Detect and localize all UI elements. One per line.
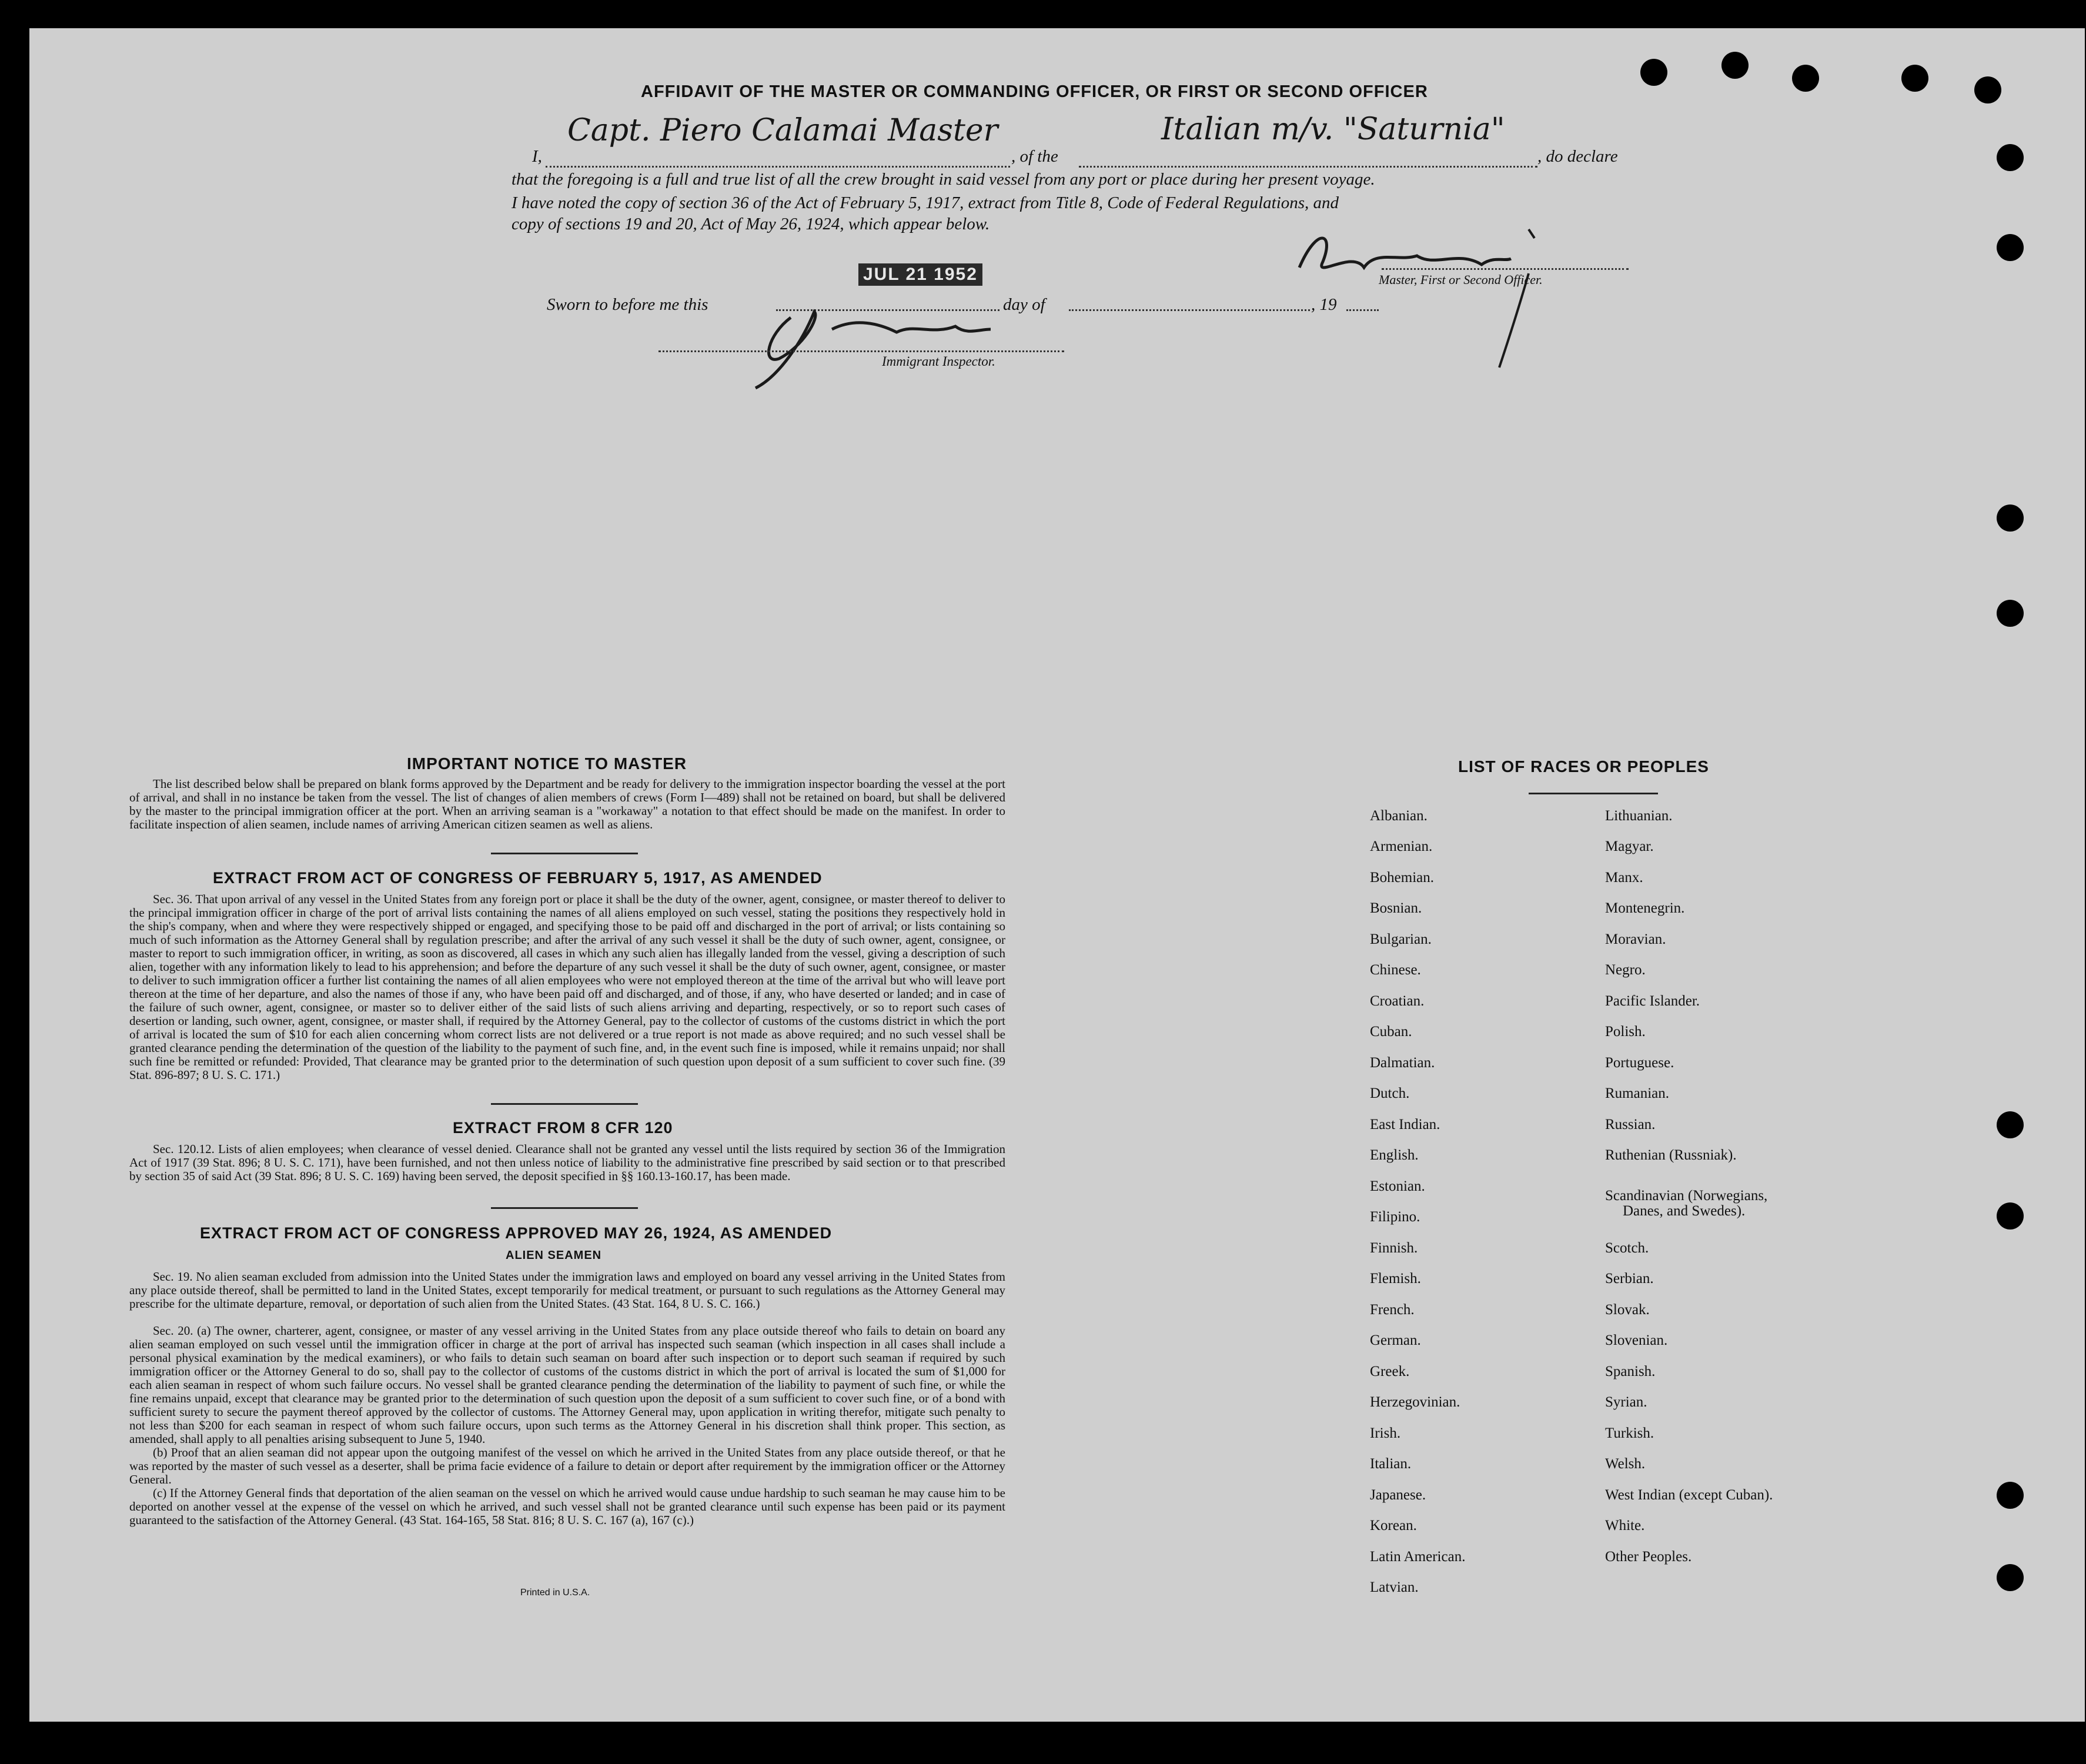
race-item: Flemish.: [1370, 1271, 1421, 1287]
race-item: Portuguese.: [1605, 1055, 1674, 1071]
race-item: Finnish.: [1370, 1240, 1418, 1256]
sec-20a-body: Sec. 20. (a) The owner, charterer, agent, consignee, or master of any vessel arriving in the United States from any place outside thereof who fails to detain on board any alien seaman employed on such vessel until the immigration officer in charge at the port of arrival has inspected such seaman (which inspection in all cases shall include a personal physical examination by the medical examiners), or who fails to detain such seaman on board after such inspection or to deport such seaman if required by such immigration officer or the Attorney General to do so, shall pay to the collector of customs of the customs district in which the port of arrival is located the sum of $1,000 for each alien seaman in respect of whom such failure occurs. No vessel shall be granted clearance pending the determination of the liability to payment of such fine, or while the fine remains unpaid, except that clearance may be granted prior to the determination of such question upon the deposit of a sum sufficient to cover such fine, or of a bond with sufficient surety to secure the payment thereof approved by the collector of customs. The Attorney General may, upon application in writing therefor, mitigate such penalty to not less than $200 for each seaman in respect of whom such failure occurs, upon such terms as the Attorney General in his discretion shall think proper. This section, as amended, shall apply to all penalties arising subsequent to June 5, 1940.: [129, 1324, 1005, 1446]
race-item: Estonian.: [1370, 1178, 1425, 1194]
race-item: Lithuanian.: [1605, 808, 1673, 824]
punch-hole: [1640, 59, 1667, 86]
race-item: Other Peoples.: [1605, 1549, 1692, 1565]
sec-19-body: Sec. 19. No alien seaman excluded from admission into the United States under the immigration laws and employed on board any vessel arriving in the United States from any place outside thereof, shall be permitted to land in the United States, except temporarily for medical treatment, or pursuant to such regulations as the Attorney General may prescribe for the ultimate departure, removal, or deportation of such alien from the United States. (43 Stat. 164, 8 U. S. C. 166.): [129, 1269, 1005, 1311]
notice-body: The list described below shall be prepared on blank forms approved by the Department and be ready for delivery to the immigration inspector boarding the vessel at the port of arrival, and shall in no instance be taken from the vessel. The list of changes of alien members of crews (Form I—489) shall not be retained on board, but shall be delivered by the master to the principal immigration officer at the port. When an arriving seaman is a "workaway" a notation to that effect should be made on the manifest. In order to facilitate inspection of alien seamen, include names of arriving American citizen seamen as well as aliens.: [129, 777, 1005, 831]
punch-hole: [1901, 65, 1928, 92]
punch-hole: [1997, 1564, 2024, 1591]
race-item: Cuban.: [1370, 1024, 1412, 1040]
alien-seamen-subheading: ALIEN SEAMEN: [506, 1249, 602, 1262]
race-item: Turkish.: [1605, 1425, 1654, 1441]
race-item: Scandinavian (Norwegians,: [1605, 1188, 1768, 1204]
race-item: Negro.: [1605, 962, 1646, 978]
punch-hole: [1997, 1111, 2024, 1138]
race-item: Syrian.: [1605, 1394, 1647, 1410]
race-item: Bulgarian.: [1370, 931, 1432, 947]
cfr-body: Sec. 120.12. Lists of alien employees; when clearance of vessel denied. Clearance shall not be granted any vessel until the lists required by section 36 of the Immigration Act of 1917 (39 Stat. 896; 8 U. S. C. 171), have been furnished, and not then unless notice of liability to the administrative fine prescribed by said section or to that prescribed by section 35 of said Act (39 Stat. 896; 8 U. S. C. 169) having been served, the deposit specified in §§ 160.13-160.17, has been made.: [129, 1142, 1005, 1183]
race-item: German.: [1370, 1332, 1421, 1348]
races-heading: LIST OF RACES OR PEOPLES: [1458, 757, 1709, 776]
race-item: Magyar.: [1605, 838, 1654, 854]
punch-hole: [1974, 76, 2001, 103]
race-item: Croatian.: [1370, 993, 1425, 1009]
race-item: Irish.: [1370, 1425, 1401, 1441]
race-item: Korean.: [1370, 1518, 1417, 1534]
affidavit-title: AFFIDAVIT OF THE MASTER OR COMMANDING OFFICER, OR FIRST OR SECOND OFFICER: [641, 82, 1428, 101]
race-item: Ruthenian (Russniak).: [1605, 1147, 1737, 1163]
race-item: Chinese.: [1370, 962, 1421, 978]
date-stamp: JUL 21 1952: [858, 263, 982, 286]
punch-hole: [1997, 600, 2024, 627]
punch-hole: [1997, 144, 2024, 171]
affidavit-i-label: I,: [532, 147, 542, 166]
affidavit-line-3: I have noted the copy of section 36 of the Act of February 5, 1917, extract from Title 8, Code of Federal Regulations, and: [512, 193, 1339, 212]
master-name-handwriting: Capt. Piero Calamai Master: [567, 113, 998, 148]
race-item: Slovenian.: [1605, 1332, 1668, 1348]
affidavit-line-2: that the foregoing is a full and true list of all the crew brought in said vessel from any port or place during her present voyage.: [512, 170, 1375, 189]
race-item: Dalmatian.: [1370, 1055, 1435, 1071]
race-item: Danes, and Swedes).: [1623, 1203, 1746, 1219]
race-item: Moravian.: [1605, 931, 1666, 947]
race-item: Dutch.: [1370, 1085, 1410, 1101]
vessel-name-handwriting: Italian m/v. "Saturnia": [1161, 112, 1505, 147]
race-item: Bosnian.: [1370, 900, 1422, 916]
race-item: West Indian (except Cuban).: [1605, 1487, 1773, 1503]
race-item: Welsh.: [1605, 1456, 1646, 1472]
extract-1924-heading: EXTRACT FROM ACT OF CONGRESS APPROVED MAY 26, 1924, AS AMENDED: [200, 1224, 833, 1242]
race-item: Manx.: [1605, 870, 1643, 886]
race-item: Polish.: [1605, 1024, 1646, 1040]
race-item: Japanese.: [1370, 1487, 1426, 1503]
punch-hole: [1997, 1202, 2024, 1230]
punch-hole: [1997, 234, 2024, 261]
race-item: Herzegovinian.: [1370, 1394, 1460, 1410]
divider: [491, 1103, 638, 1105]
race-item: East Indian.: [1370, 1117, 1440, 1132]
punch-hole: [1997, 505, 2024, 532]
day-of-label: day of: [1003, 295, 1045, 314]
punch-hole: [1792, 65, 1819, 92]
divider: [491, 1207, 638, 1209]
month-line: [1069, 309, 1310, 311]
race-item: Latin American.: [1370, 1549, 1466, 1565]
sec-20b-body: (b) Proof that an alien seaman did not appear upon the outgoing manifest of the vessel on which he arrived in the United States from any place outside thereof, or that he was reported by the master of such vessel as a deserter, shall be prima facie evidence of a failure to detain or deport after requirement by the immigration officer or the Attorney General.: [129, 1445, 1005, 1486]
race-item: Serbian.: [1605, 1271, 1654, 1287]
punch-hole: [1997, 1482, 2024, 1509]
divider: [1529, 793, 1658, 794]
race-item: Slovak.: [1605, 1302, 1650, 1318]
race-item: Pacific Islander.: [1605, 993, 1700, 1009]
race-item: White.: [1605, 1518, 1645, 1534]
of-the-label: , of the: [1011, 147, 1058, 166]
extract-1917-heading: EXTRACT FROM ACT OF CONGRESS OF FEBRUARY 5, 1917, AS AMENDED: [213, 869, 823, 887]
sworn-label: Sworn to before me this: [547, 295, 708, 314]
race-item: Albanian.: [1370, 808, 1428, 824]
punch-hole: [1721, 52, 1749, 79]
race-item: Latvian.: [1370, 1579, 1419, 1595]
sec-20c-body: (c) If the Attorney General finds that deportation of the alien seaman on the vessel on which he arrived would cause undue hardship to such seaman he may cause him to be deported on another vessel at the expense of the vessel on which he arrived, and such vessel shall not be granted clearance until such expense has been paid or its payment guaranteed to the satisfaction of the Attorney General. (43 Stat. 164-165, 58 Stat. 816; 8 U. S. C. 167 (a), 167 (c).): [129, 1486, 1005, 1527]
race-item: Rumanian.: [1605, 1085, 1670, 1101]
race-item: Scotch.: [1605, 1240, 1649, 1256]
race-item: French.: [1370, 1302, 1415, 1318]
notice-heading: IMPORTANT NOTICE TO MASTER: [407, 754, 687, 773]
year-prefix: , 19: [1311, 295, 1337, 314]
inspector-caption: Immigrant Inspector.: [882, 354, 995, 369]
race-item: Bohemian.: [1370, 870, 1435, 886]
cfr-heading: EXTRACT FROM 8 CFR 120: [453, 1119, 673, 1137]
race-item: Montenegrin.: [1605, 900, 1685, 916]
race-item: Spanish.: [1605, 1364, 1656, 1379]
race-item: Armenian.: [1370, 838, 1433, 854]
race-item: Russian.: [1605, 1117, 1656, 1132]
year-line: [1346, 309, 1379, 311]
inspector-signature-line: [658, 350, 1064, 352]
affidavit-line-4: copy of sections 19 and 20, Act of May 26, 1924, which appear below.: [512, 215, 990, 233]
extract-1917-body: Sec. 36. That upon arrival of any vessel in the United States from any foreign port or place it shall be the duty of the owner, agent, consignee, or master thereof to deliver to the principal immigration officer in charge of the port of arrival lists containing the names of all aliens employed on such vessel, stating the positions they respectively hold in the ship's company, when and where they were respectively shipped or engaged, and specifying those to be paid off and discharged in the port of arrival; or lists containing so much of such information as the Attorney General shall by regulation prescribe; and after the arrival of any such vessel it shall be the duty of such owner, agent, consignee, or master to report to such immigration officer, in writing, as soon as discovered, all cases in which any such alien has illegally landed from the vessel, giving a description of such alien, together with any information likely to lead to his apprehension; and before the departure of any such vessel it shall be the duty of such owner, agent, consignee, or master to deliver to such immigration officer a further list containing the names of all alien employees who were not employed thereon at the time of the arrival but who will leave port thereon at the time of her departure, and also the names of those if any, who have been paid off and discharged, and of those, if any, who have deserted or landed; and in case of the failure of such owner, agent, consignee, or master so to deliver either of the said lists of such aliens arriving and departing, respectively, or so to report such cases of desertion or landing, such owner, agent, consignee, or master shall, if required by the Attorney General, pay to the collector of customs of the customs district in which the port of arrival is located the sum of $10 for each alien concerning whom correct lists are not delivered or a true report is not made as above required; and no such vessel shall be granted clearance pending the determination of the question of the liability to the payment of such fine, and, in the event such fine is imposed, while it remains unpaid; nor shall such fine be remitted or refunded: Provided, That clearance may be granted prior to the determination of such question upon deposit of a sum sufficient to cover such fine. (39 Stat. 896-897; 8 U. S. C. 171.): [129, 892, 1005, 1082]
race-item: English.: [1370, 1147, 1419, 1163]
race-item: Italian.: [1370, 1456, 1412, 1472]
master-signature-caption: Master, First or Second Officer.: [1379, 272, 1543, 287]
divider: [491, 853, 638, 854]
printed-in-usa: Printed in U.S.A.: [520, 1588, 590, 1598]
race-item: Filipino.: [1370, 1209, 1420, 1225]
race-item: Greek.: [1370, 1364, 1410, 1379]
do-declare-label: , do declare: [1537, 147, 1618, 166]
